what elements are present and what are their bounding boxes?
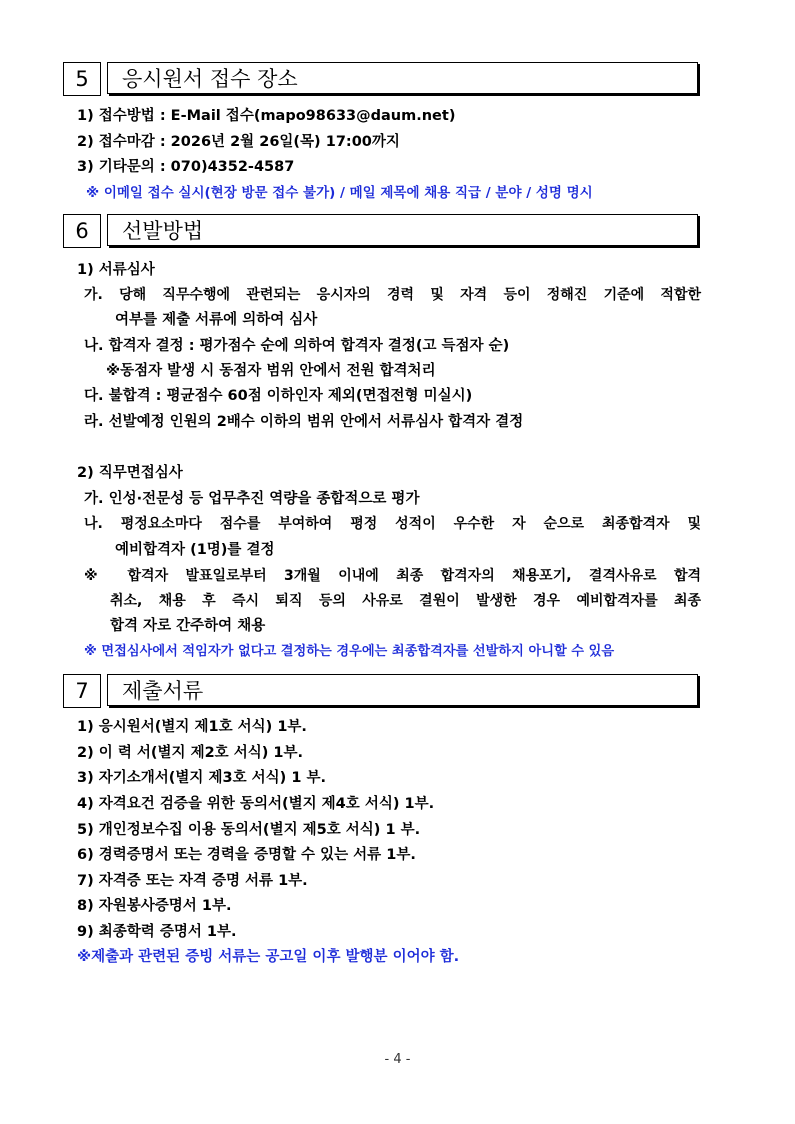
notice-line: ※ 이메일 접수 실시(현장 방문 접수 불가) / 메일 제목에 채용 직급 / 분야 / 성명 명시 [86, 185, 593, 201]
list-item: 라. 선발예정 인원의 2배수 이하의 범위 안에서 서류심사 합격자 결정 [84, 414, 524, 430]
list-item: 3) 자기소개서(별지 제3호 서식) 1 부. [77, 770, 326, 786]
list-item: 예비합격자 (1명)를 결정 [115, 542, 275, 558]
section-7-header [63, 674, 701, 708]
list-item: 1) 응시원서(별지 제1호 서식) 1부. [77, 719, 307, 735]
list-item: 취소, 채용 후 즉시 퇴직 등의 사유로 결원이 발생한 경우 예비합격자를 최종 [110, 593, 701, 609]
section-number: 5 [63, 62, 101, 96]
list-item: 다. 불합격 : 평균점수 60점 이하인자 제외(면접전형 미실시) [84, 388, 473, 404]
list-item: ※ 합격자 발표일로부터 3개월 이내에 최종 합격자의 채용포기, 결격사유로 합격 [84, 568, 701, 584]
list-item: 합격 자로 간주하여 채용 [110, 618, 266, 634]
section-title: 응시원서 접수 장소 [107, 62, 698, 94]
section-number: 7 [63, 674, 101, 708]
list-item: 2) 이 력 서(별지 제2호 서식) 1부. [77, 745, 304, 761]
list-item: 여부를 제출 서류에 의하여 심사 [115, 312, 318, 328]
list-item: 나. 평정요소마다 점수를 부여하여 평정 성적이 우수한 자 순으로 최종합격자 및 [84, 516, 701, 532]
section-number: 6 [63, 214, 101, 248]
list-item: 7) 자격증 또는 자격 증명 서류 1부. [77, 873, 308, 889]
list-item: 나. 합격자 결정 : 평가점수 순에 의하여 합격자 결정(고 득점자 순) [84, 338, 510, 354]
section-title: 선발방법 [107, 214, 698, 246]
list-item: 9) 최종학력 증명서 1부. [77, 924, 237, 940]
list-item: 2) 접수마감 : 2026년 2월 26일(목) 17:00까지 [77, 134, 400, 150]
list-item: 가. 당해 직무수행에 관련되는 응시자의 경력 및 자격 등이 정해진 기준에 적합한 [84, 287, 701, 303]
notice-line: ※제출과 관련된 증빙 서류는 공고일 이후 발행분 이어야 함. [77, 949, 460, 965]
list-item: 1) 접수방법 : E-Mail 접수(mapo98633@daum.net) [77, 108, 456, 124]
list-item: 가. 인성·전문성 등 업무추진 역량을 종합적으로 평가 [84, 491, 420, 507]
section-6-header [63, 214, 701, 248]
list-item: 2) 직무면접심사 [77, 465, 183, 481]
notice-line: ※ 면접심사에서 적임자가 없다고 결정하는 경우에는 최종합격자를 선발하지 아니할 수 있음 [84, 644, 615, 659]
section-5-header [63, 62, 701, 96]
list-item: 3) 기타문의 : 070)4352-4587 [77, 159, 295, 175]
list-item: 1) 서류심사 [77, 262, 155, 278]
list-item: ※동점자 발생 시 동점자 범위 안에서 전원 합격처리 [106, 363, 436, 379]
list-item: 8) 자원봉사증명서 1부. [77, 898, 232, 914]
list-item: 4) 자격요건 검증을 위한 동의서(별지 제4호 서식) 1부. [77, 796, 435, 812]
section-title: 제출서류 [107, 674, 698, 706]
list-item: 6) 경력증명서 또는 경력을 증명할 수 있는 서류 1부. [77, 847, 416, 863]
page-number: - 4 - [384, 1052, 411, 1067]
list-item: 5) 개인정보수집 이용 동의서(별지 제5호 서식) 1 부. [77, 822, 421, 838]
